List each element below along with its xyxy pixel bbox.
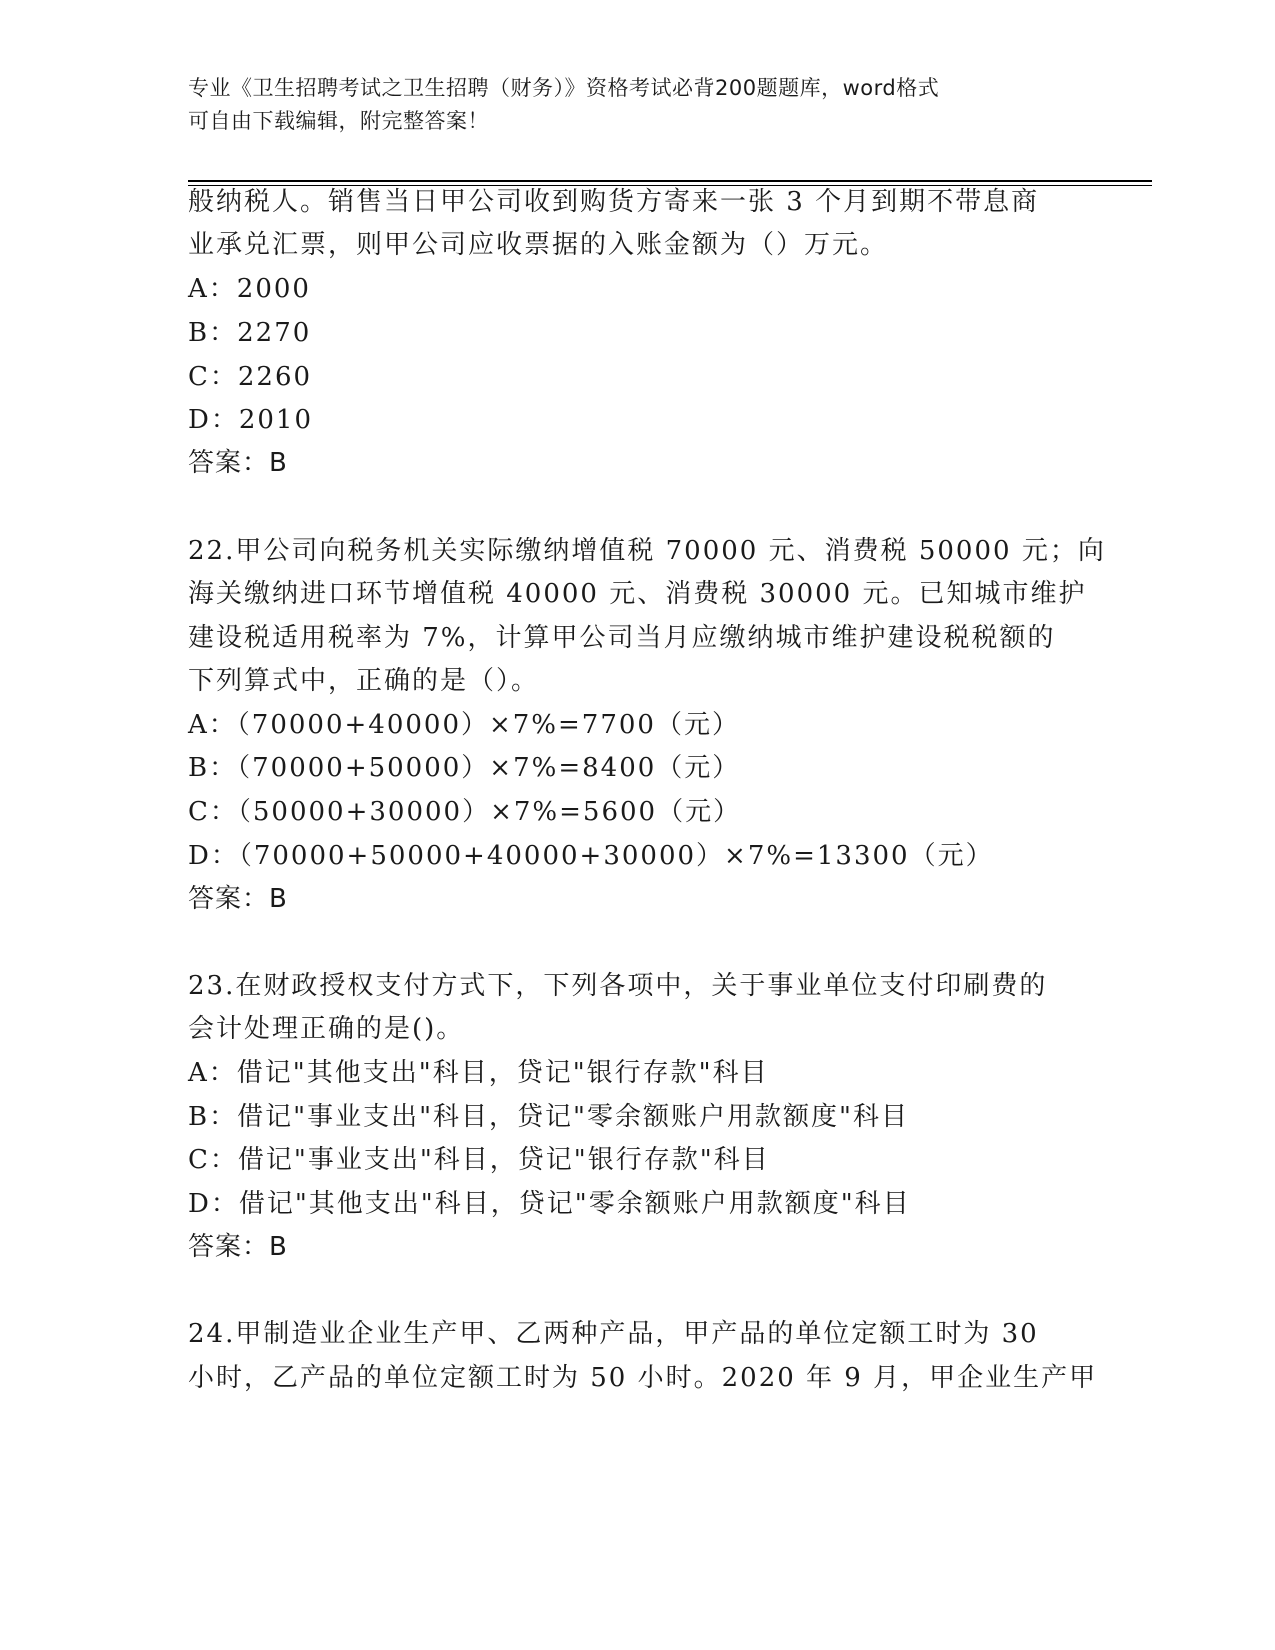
q23-option-d: D：借记"其他支出"科目，贷记"零余额账户用款额度"科目 — [188, 1189, 911, 1219]
q23-answer: 答案：B — [188, 1232, 288, 1262]
q22-option-b: B：（70000+50000）×7%=8400（元） — [188, 753, 741, 783]
q22-answer: 答案：B — [188, 884, 288, 914]
q21-option-b: B：2270 — [188, 318, 312, 348]
q21-option-a: A：2000 — [188, 274, 311, 304]
q22-option-a: A：（70000+40000）×7%=7700（元） — [188, 710, 740, 740]
q23-text-line-2: 会计处理正确的是()。 — [188, 1014, 465, 1044]
q21-option-d: D：2010 — [188, 405, 314, 435]
q22-option-c: C：（50000+30000）×7%=5600（元） — [188, 797, 742, 827]
q22-text-line-1: 22.甲公司向税务机关实际缴纳增值税 70000 元、消费税 50000 元；向 — [188, 536, 1106, 566]
header-line-1: 专业《卫生招聘考试之卫生招聘（财务）》资格考试必背200题题库，word格式 — [188, 76, 940, 100]
q24-text-line-1: 24.甲制造业企业生产甲、乙两种产品，甲产品的单位定额工时为 30 — [188, 1319, 1039, 1349]
q21-option-c: C：2260 — [188, 362, 313, 392]
document-header — [188, 72, 1088, 138]
q23-option-a: A：借记"其他支出"科目，贷记"银行存款"科目 — [188, 1058, 769, 1088]
header-divider-thick — [188, 180, 1152, 182]
q24-text-line-2: 小时，乙产品的单位定额工时为 50 小时。2020 年 9 月，甲企业生产甲 — [188, 1363, 1098, 1393]
q23-text-line-1: 23.在财政授权支付方式下，下列各项中，关于事业单位支付印刷费的 — [188, 971, 1048, 1001]
q21-continuation-line-2: 业承兑汇票，则甲公司应收票据的入账金额为（）万元。 — [188, 230, 889, 260]
q21-answer: 答案：B — [188, 448, 288, 478]
q22-option-d: D：（70000+50000+40000+30000）×7%=13300（元） — [188, 841, 994, 871]
q21-continuation-line-1: 般纳税人。销售当日甲公司收到购货方寄来一张 3 个月到期不带息商 — [188, 187, 1040, 217]
header-line-2: 可自由下载编辑，附完整答案！ — [188, 109, 489, 133]
q22-text-line-3: 建设税适用税率为 7%，计算甲公司当月应缴纳城市维护建设税税额的 — [188, 623, 1056, 653]
q23-option-c: C：借记"事业支出"科目，贷记"银行存款"科目 — [188, 1145, 770, 1175]
q22-text-line-4: 下列算式中，正确的是（）。 — [188, 666, 540, 696]
q23-option-b: B：借记"事业支出"科目，贷记"零余额账户用款额度"科目 — [188, 1102, 909, 1132]
q22-text-line-2: 海关缴纳进口环节增值税 40000 元、消费税 30000 元。已知城市维护 — [188, 579, 1087, 609]
